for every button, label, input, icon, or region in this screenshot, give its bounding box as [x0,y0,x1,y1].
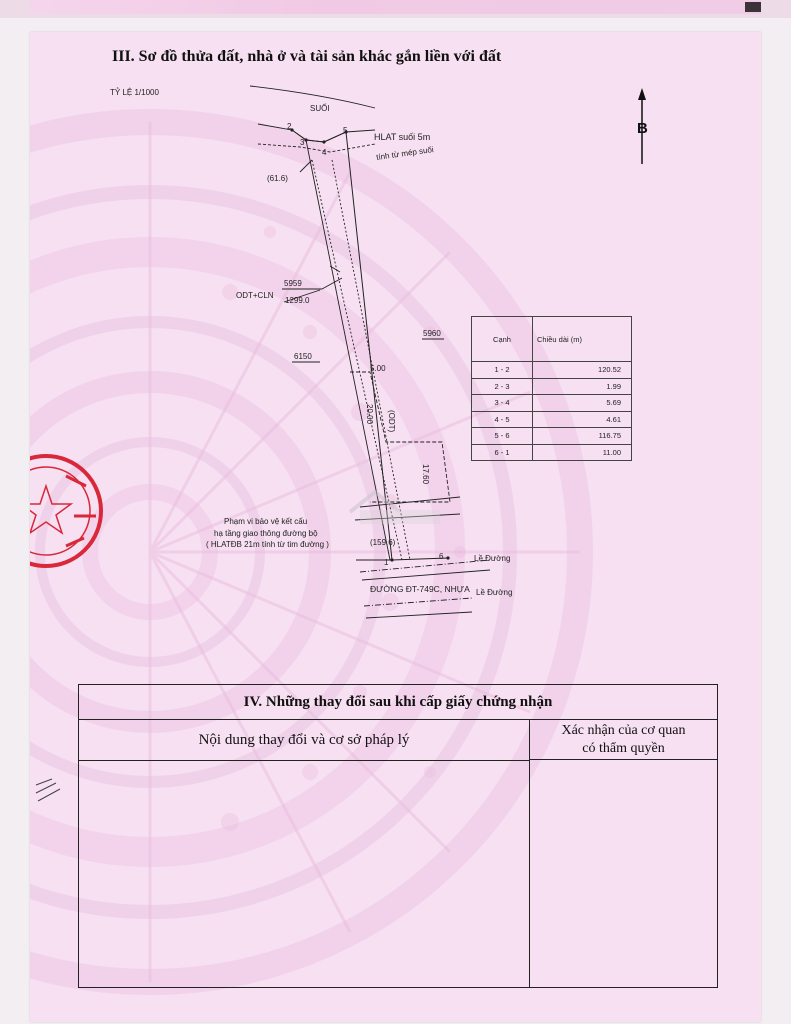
table-row [472,411,632,428]
neighbor-left-label: 6150 [294,352,312,361]
dimension-20-00: 20.00 [365,404,374,425]
margin-tick-marks [34,777,64,807]
road-edge-top-label: Lề Đường [474,554,511,563]
edge-cell: 1 - 2 [472,362,533,379]
table-row [472,444,632,461]
edge-cell: 4 - 5 [472,411,533,428]
changes-content-cell [79,761,530,987]
north-label: B [637,120,648,137]
stream-label: SUỐI [310,104,330,113]
official-seal-icon [30,446,126,576]
parcel-number-label: 5959 [284,279,302,288]
changes-title: IV. Những thay đổi sau khi cấp giấy chứng nhận [79,685,717,720]
scale-label: TỶ LỆ 1/1000 [110,88,159,97]
edge-cell: 2 - 3 [472,378,533,395]
length-cell: 11.00 [533,444,632,461]
neighbor-bottom-label: (159.6) [370,538,396,547]
point-6-label: 6 [439,552,444,561]
edge-length-table [471,316,632,461]
road-protect-label-3: ( HLATĐB 21m tính từ tim đường ) [206,540,329,549]
neighbor-right-label: 5960 [423,329,441,338]
certificate-page [30,32,761,1022]
table-row [472,362,632,379]
odt-zone-label: (ODT) [387,410,396,433]
road-name-label: ĐƯỜNG ĐT-749C, NHỰA [370,584,470,594]
length-column-header: Chiều dài (m) [533,317,632,362]
authority-header-line-2: có thẩm quyền [582,741,665,756]
length-cell: 5.69 [533,395,632,412]
authority-confirmation-cell [530,761,717,987]
top-edge-strip [0,0,791,18]
land-use-label: ODT+CLN [236,291,274,300]
edge-cell: 3 - 4 [472,395,533,412]
changes-table [78,684,718,988]
page-edge-mark [745,2,761,12]
length-cell: 1.99 [533,378,632,395]
table-header-row [472,317,632,362]
stream-corridor-note: tính từ mép suối [375,145,435,162]
edge-cell: 5 - 6 [472,428,533,445]
point-2-label: 2 [287,122,292,131]
authority-header-line-1: Xác nhận của cơ quan [561,723,686,738]
changes-content-header: Nội dung thay đổi và cơ sở pháp lý [79,720,530,761]
table-row [472,428,632,445]
point-1-label: 1 [384,558,389,567]
point-5-label: 5 [343,126,348,135]
length-cell: 120.52 [533,362,632,379]
edge-column-header: Cạnh [472,317,533,362]
dimension-17-60: 17.60 [421,464,430,485]
edge-cell: 6 - 1 [472,444,533,461]
point-3-label: 3 [300,138,305,147]
road-protect-label-1: Phạm vi bảo vệ kết cấu [224,517,308,526]
land-diagram-title: III. Sơ đồ thửa đất, nhà ở và tài sản khác gắn liền với đất [112,48,502,65]
authority-confirmation-header [530,720,717,760]
previous-page-edge [30,0,761,14]
parcel-area-label: 1299.0 [285,296,310,305]
stream-corridor-label: HLAT suối 5m [374,132,431,142]
road-protect-label-2: hạ tầng giao thông đường bộ [214,529,318,538]
length-cell: 4.61 [533,411,632,428]
table-row [472,395,632,412]
table-row [472,378,632,395]
neighbor-top-left-label: (61.6) [267,174,288,183]
watermark-logo-icon [330,482,470,532]
dimension-5-00: 5.00 [370,364,386,373]
road-edge-bottom-label: Lề Đường [476,588,513,597]
point-4-label: 4 [322,148,327,157]
length-cell: 116.75 [533,428,632,445]
